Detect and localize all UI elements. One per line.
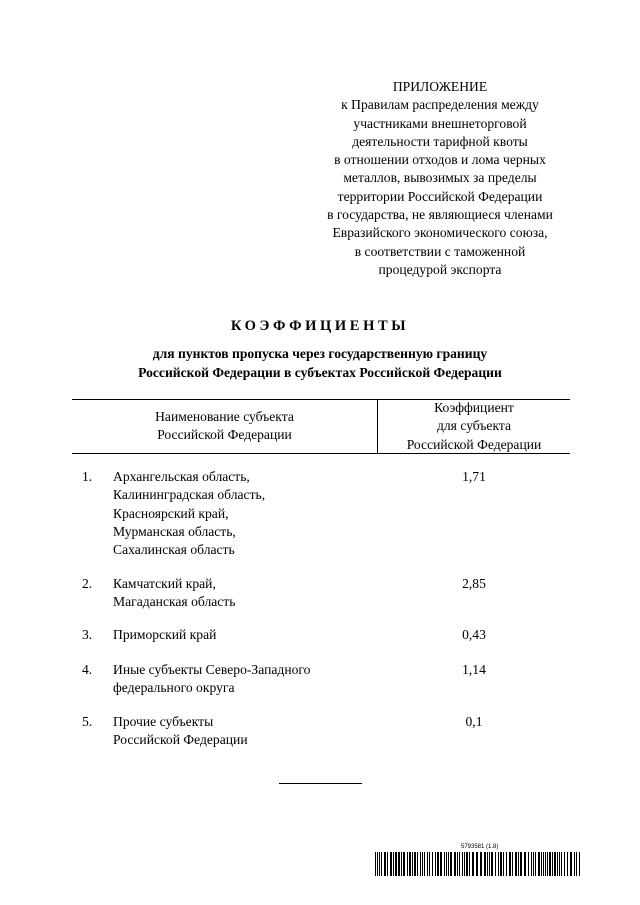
row-coefficient: 0,43: [462, 627, 486, 642]
header-coefficient: [378, 399, 570, 454]
region-line: Красноярский край,: [113, 505, 229, 521]
appendix-line: ПРИЛОЖЕНИЕ: [392, 79, 488, 94]
header-line: Российской Федерации: [157, 427, 292, 443]
appendix-block: [300, 78, 580, 279]
region-line: Приморский край: [113, 627, 217, 642]
end-separator: [279, 783, 362, 784]
row-regions: [113, 626, 216, 644]
barcode-icon: [375, 852, 583, 876]
region-line: Российской Федерации: [113, 732, 248, 748]
document-subtitle: [0, 345, 640, 382]
row-number: 5.: [82, 714, 93, 729]
appendix-line: территории Российской Федерации: [337, 188, 543, 204]
row-coefficient: 0,1: [465, 714, 483, 729]
appendix-line: деятельности тарифной квоты: [352, 133, 528, 149]
header-region-name: [72, 408, 377, 445]
header-line: Коэффициент: [434, 400, 514, 415]
region-line: Мурманская область,: [113, 523, 236, 539]
appendix-line: к Правилам распределения между: [341, 97, 539, 113]
region-line: Архангельская область,: [113, 469, 250, 484]
row-regions: [113, 468, 265, 559]
header-line: для субъекта: [436, 418, 512, 434]
row-regions: [113, 575, 235, 612]
row-number: 1.: [82, 469, 93, 484]
header-line: Российской Федерации: [406, 436, 542, 452]
row-number: 4.: [82, 662, 93, 677]
region-line: Прочие субъекты: [113, 714, 214, 729]
barcode-code: 5793581 (1.8): [461, 844, 499, 850]
row-coefficient: 1,14: [462, 662, 486, 677]
appendix-line: в государства, не являющиеся членами: [327, 207, 553, 223]
row-number: 3.: [82, 627, 93, 642]
row-number: 2.: [82, 576, 93, 591]
row-regions: [113, 713, 248, 750]
appendix-line: металлов, вывозимых за пределы: [343, 170, 537, 186]
document-title: КОЭФФИЦИЕНТЫ: [230, 318, 410, 334]
row-coefficient: 1,71: [462, 469, 486, 484]
appendix-line: в отношении отходов и лома черных: [334, 152, 546, 168]
row-coefficient: 2,85: [462, 576, 486, 591]
region-line: Иные субъекты Северо-Западного: [113, 662, 311, 677]
subtitle-line: Российской Федерации в субъектах Российской Федерации: [138, 364, 502, 380]
subtitle-line: для пунктов пропуска через государственную границу: [152, 346, 488, 361]
region-line: Магаданская область: [113, 594, 236, 610]
appendix-line: процедурой экспорта: [378, 261, 502, 277]
appendix-line: участниками внешнеторговой: [353, 115, 527, 131]
appendix-line: Евразийского экономического союза,: [332, 225, 548, 241]
region-line: Камчатский край,: [113, 576, 216, 591]
row-regions: [113, 661, 310, 698]
appendix-line: в соответствии с таможенной: [354, 243, 526, 259]
region-line: Сахалинская область: [113, 542, 235, 558]
region-line: федерального округа: [113, 680, 235, 696]
header-line: Наименование субъекта: [155, 409, 294, 424]
region-line: Калининградская область,: [113, 487, 266, 503]
